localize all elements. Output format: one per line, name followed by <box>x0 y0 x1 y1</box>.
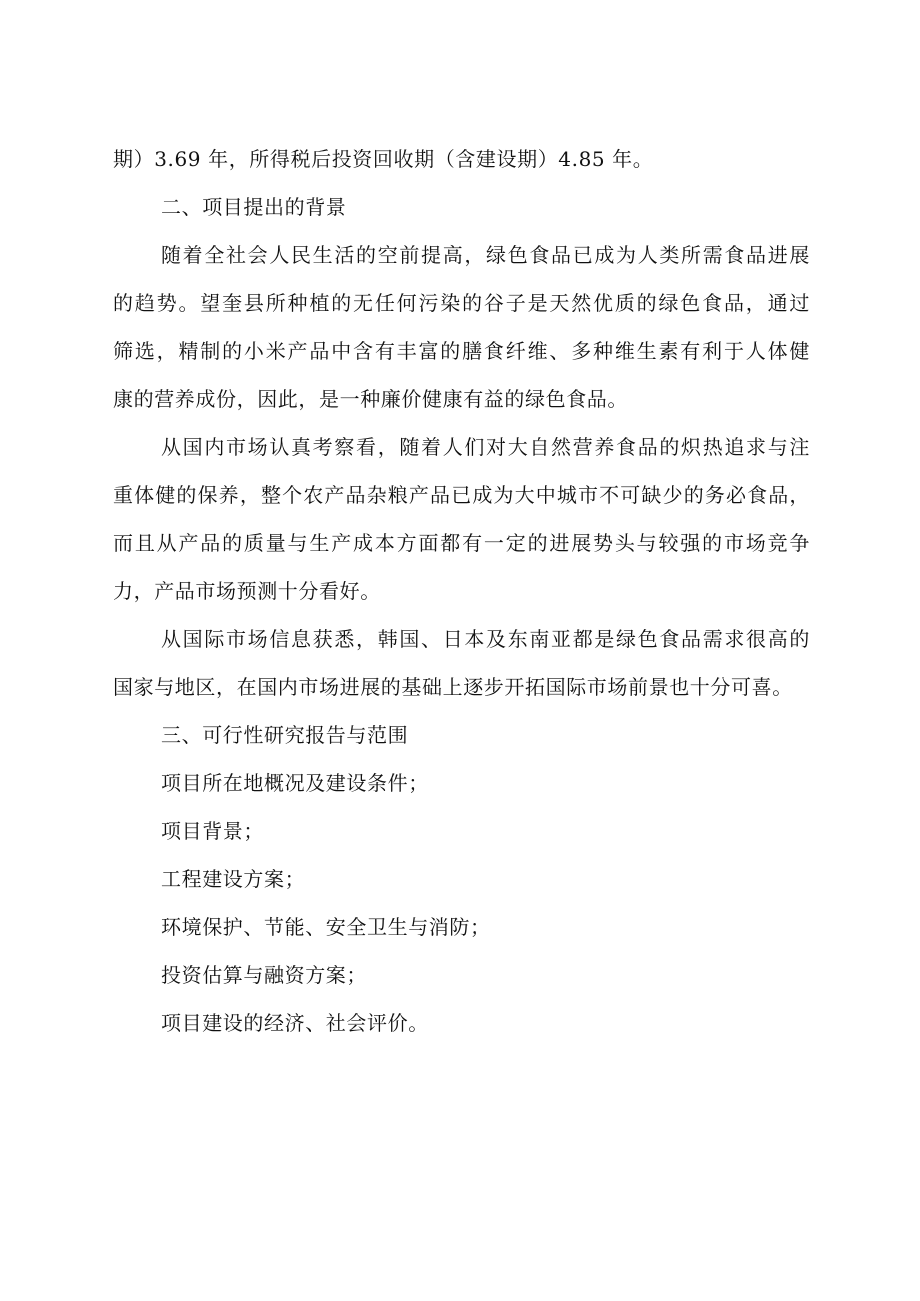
paragraph-line: 力，产品市场预测十分看好。 <box>113 579 381 603</box>
paragraph-line: 重体健的保养，整个农产品杂粮产品已成为大中城市不可缺少的务必食品， <box>113 483 810 507</box>
paragraph-green-food-trend <box>113 231 810 423</box>
paragraph-line: 而且从产品的质量与生产成本方面都有一定的进展势头与较强的市场竞争 <box>113 531 810 555</box>
scope-item: 环境保护、节能、安全卫生与消防； <box>161 915 491 939</box>
scope-item: 投资估算与融资方案； <box>161 963 367 987</box>
section-heading-background: 二、项目提出的背景 <box>161 195 347 219</box>
paragraph-line: 随着全社会人民生活的空前提高，绿色食品已成为人类所需食品进展 <box>161 243 810 267</box>
paragraph-domestic-market <box>113 423 810 615</box>
paragraph-line: 的趋势。望奎县所种植的无任何污染的谷子是天然优质的绿色食品，通过 <box>113 291 810 315</box>
paragraph-line: 筛选，精制的小米产品中含有丰富的膳食纤维、多种维生素有利于人体健 <box>113 339 810 363</box>
paragraph-line: 从国内市场认真考察看，随着人们对大自然营养食品的炽热追求与注 <box>161 435 810 459</box>
paragraph-international-market <box>113 615 810 711</box>
scope-item: 工程建设方案； <box>161 867 306 891</box>
scope-item: 项目所在地概况及建设条件； <box>161 771 429 795</box>
paragraph-line: 康的营养成份，因此，是一种廉价健康有益的绿色食品。 <box>113 387 628 411</box>
scope-item: 项目背景； <box>161 819 264 843</box>
paragraph-line: 国家与地区，在国内市场进展的基础上逐步开拓国际市场前景也十分可喜。 <box>113 675 793 699</box>
section-heading-scope: 三、可行性研究报告与范围 <box>161 723 409 747</box>
continuation-line: 期）3.69 年，所得税后投资回收期（含建设期）4.85 年。 <box>113 147 654 171</box>
scope-item: 项目建设的经济、社会评价。 <box>161 1011 429 1035</box>
document-body <box>113 135 810 1047</box>
paragraph-line: 从国际市场信息获悉，韩国、日本及东南亚都是绿色食品需求很高的 <box>161 627 810 651</box>
